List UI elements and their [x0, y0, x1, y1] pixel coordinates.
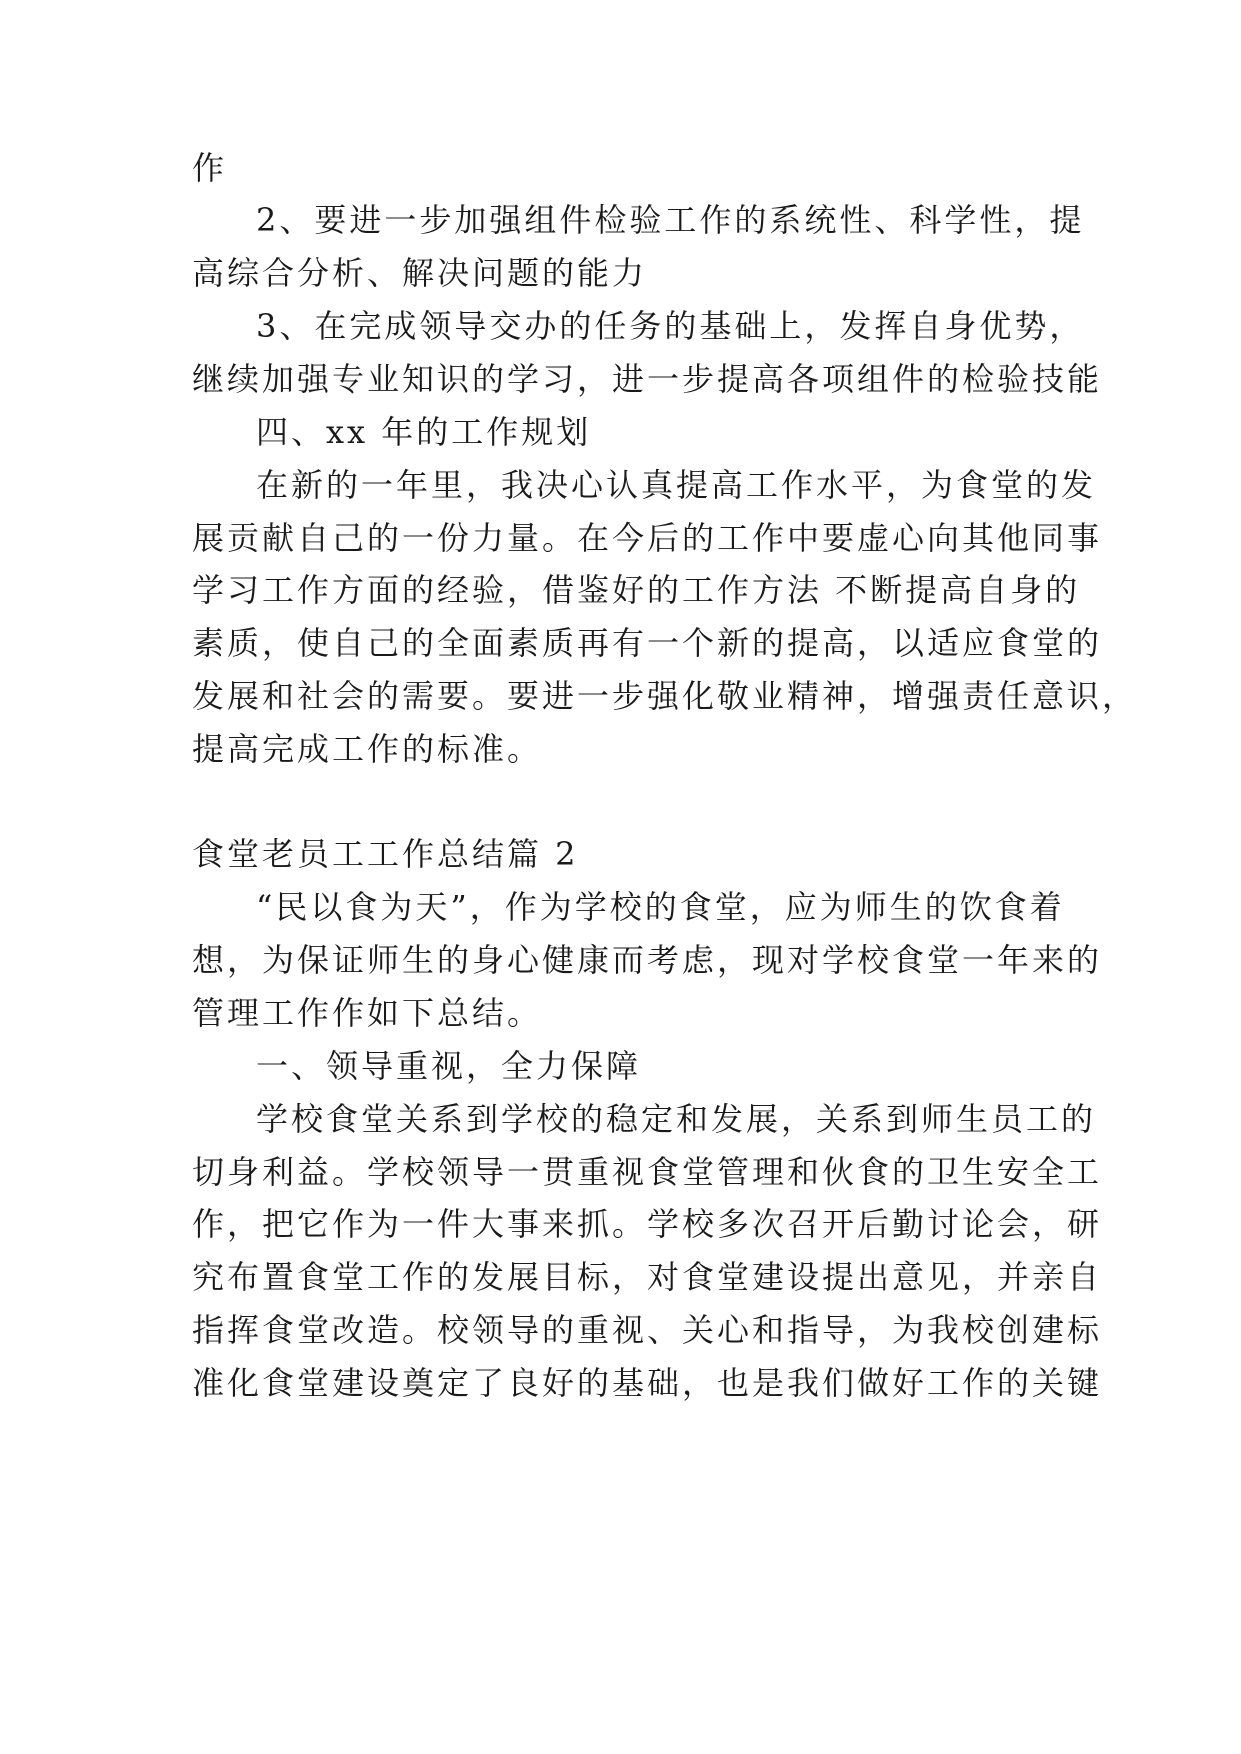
text-line: 作	[192, 149, 228, 187]
text-line: 2、要进一步加强组件检验工作的系统性、科学性，提	[256, 201, 1085, 239]
text-line: 切身利益。学校领导一贯重视食堂管理和伙食的卫生安全工	[192, 1153, 1103, 1191]
text-line: 在新的一年里，我决心认真提高工作水平，为食堂的发	[256, 466, 1097, 504]
text-line: 指挥食堂改造。校领导的重视、关心和指导，为我校创建标	[192, 1311, 1103, 1349]
text-line: 学校食堂关系到学校的稳定和发展，关系到师生员工的	[256, 1100, 1097, 1138]
text-line: 素质，使自己的全面素质再有一个新的提高，以适应食堂的	[192, 624, 1103, 662]
text-line: 学习工作方面的经验，借鉴好的工作方法 不断提高自身的	[192, 571, 1081, 609]
text-line: 展贡献自己的一份力量。在今后的工作中要虚心向其他同事	[192, 519, 1103, 557]
text-line: 提高完成工作的标准。	[192, 730, 543, 768]
text-line: 究布置食堂工作的发展目标，对食堂建设提出意见，并亲自	[192, 1258, 1103, 1296]
text-line: 3、在完成领导交办的任务的基础上，发挥自身优势，	[256, 307, 1085, 345]
text-line: 继续加强专业知识的学习，进一步提高各项组件的检验技能	[192, 360, 1103, 398]
text-line: 管理工作作如下总结。	[192, 994, 543, 1032]
text-line: 作，把它作为一件大事来抓。学校多次召开后勤讨论会，研	[192, 1205, 1103, 1243]
text-line: 发展和社会的需要。要进一步强化敬业精神，增强责任意识，	[192, 677, 1138, 715]
text-line: 想，为保证师生的身心健康而考虑，现对学校食堂一年来的	[192, 941, 1103, 979]
article-title: 食堂老员工工作总结篇 2	[192, 835, 579, 873]
text-line: 准化食堂建设奠定了良好的基础，也是我们做好工作的关键	[192, 1364, 1103, 1402]
section-heading: 四、xx 年的工作规划	[256, 413, 592, 451]
text-line: 高综合分析、解决问题的能力	[192, 254, 648, 292]
text-line: “民以食为天”，作为学校的食堂，应为师生的饮食着	[256, 888, 1065, 926]
section-heading: 一、领导重视，全力保障	[256, 1047, 642, 1085]
